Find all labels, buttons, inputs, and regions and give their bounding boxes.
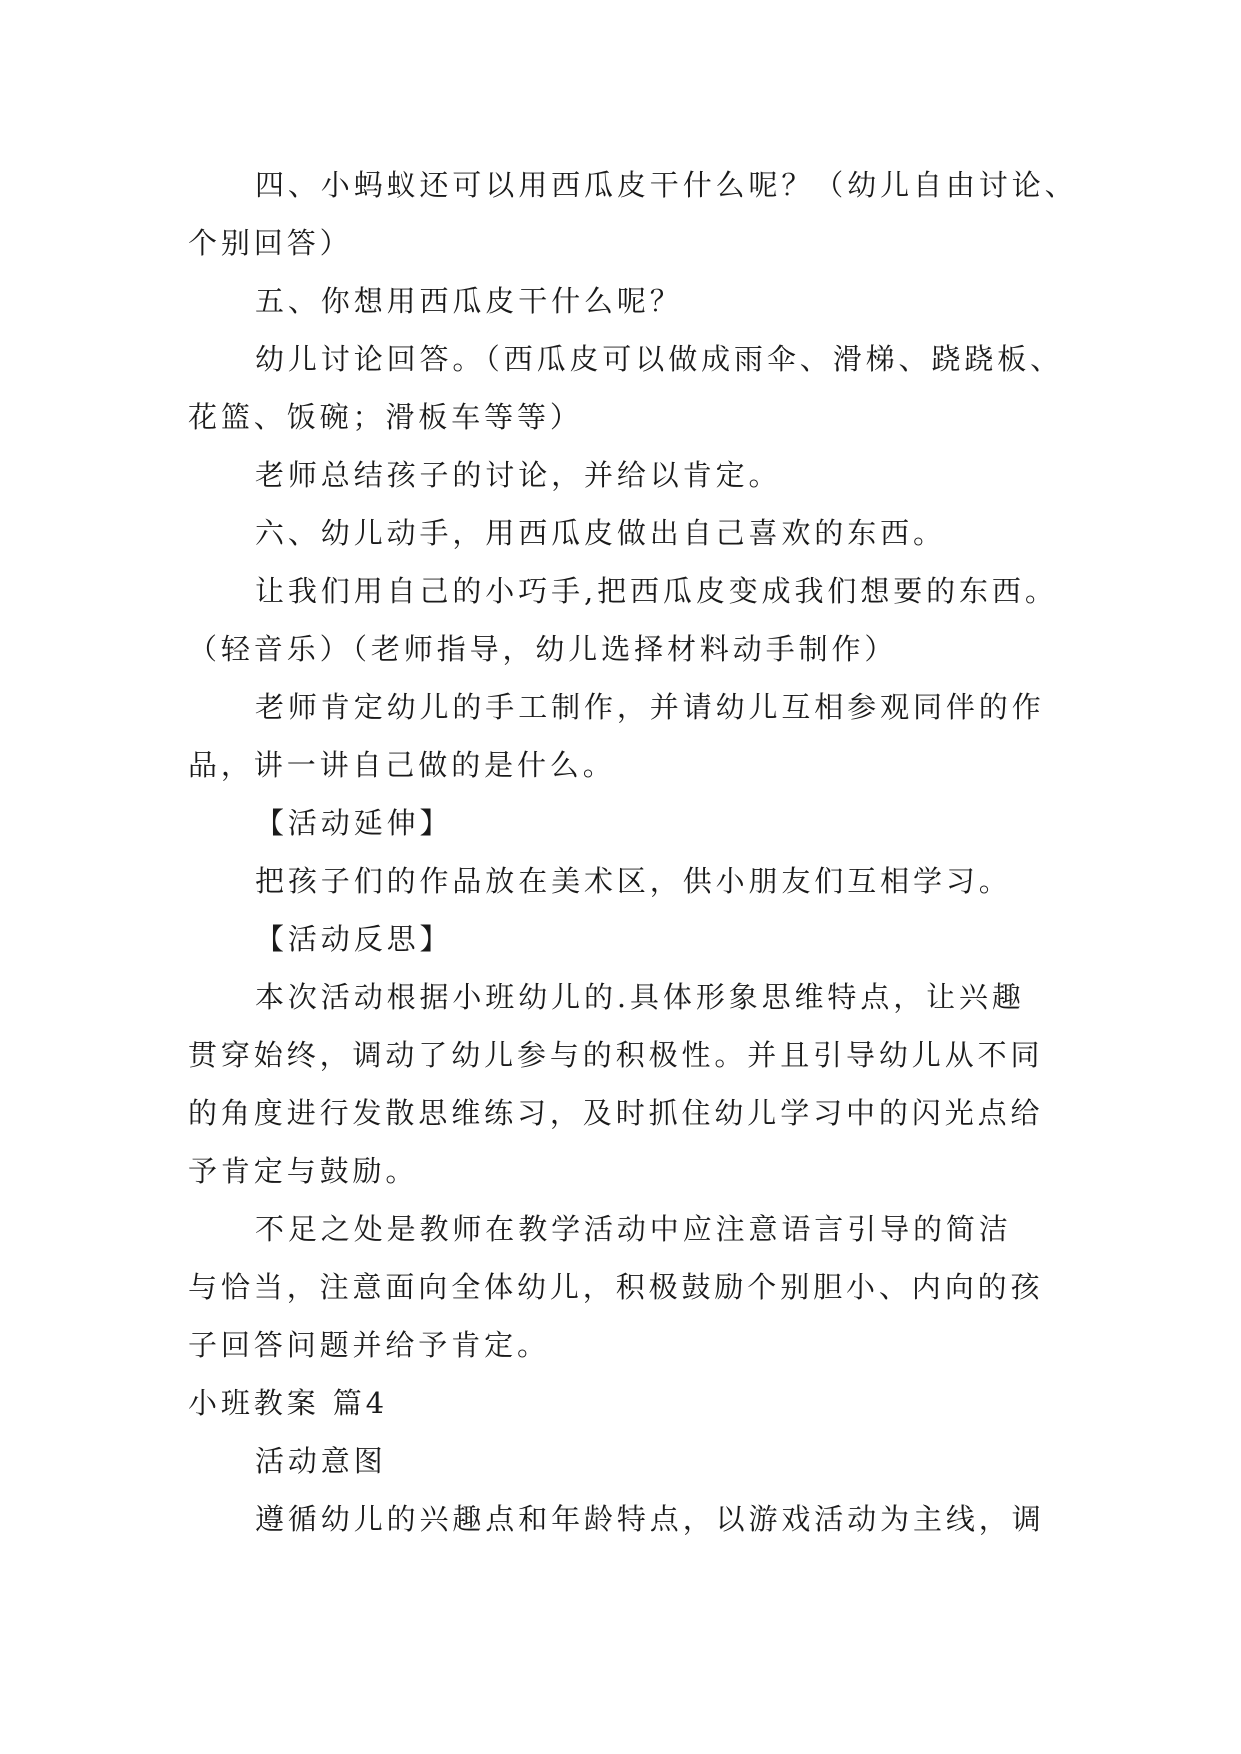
- text-line: 本次活动根据小班幼儿的.具体形象思维特点，让兴趣: [255, 980, 1025, 1014]
- text-line: 予肯定与鼓励。: [188, 1154, 419, 1188]
- text-line: 花篮、饭碗；滑板车等等）: [188, 400, 583, 434]
- article-heading: 小班教案 篇4: [188, 1386, 388, 1420]
- text-line: 五、你想用西瓜皮干什么呢？: [255, 284, 683, 318]
- text-line: 把孩子们的作品放在美术区，供小朋友们互相学习。: [255, 864, 1012, 898]
- text-line: 贯穿始终，调动了幼儿参与的积极性。并且引导幼儿从不同: [188, 1038, 1044, 1072]
- text-line: 个别回答）: [188, 226, 353, 260]
- section-heading: 【活动反思】: [255, 922, 453, 956]
- text-line: 不足之处是教师在教学活动中应注意语言引导的简洁: [255, 1212, 1012, 1246]
- text-line: 子回答问题并给予肯定。: [188, 1328, 550, 1362]
- text-line: （轻音乐）（老师指导，幼儿选择材料动手制作）: [188, 632, 898, 666]
- text-line: 老师总结孩子的讨论，并给以肯定。: [255, 458, 782, 492]
- section-heading: 【活动延伸】: [255, 806, 453, 840]
- text-line: 与恰当，注意面向全体幼儿，积极鼓励个别胆小、内向的孩: [188, 1270, 1044, 1304]
- text-line: 四、小蚂蚁还可以用西瓜皮干什么呢？（幼儿自由讨论、: [255, 168, 1078, 202]
- text-line: 六、幼儿动手，用西瓜皮做出自己喜欢的东西。: [255, 516, 946, 550]
- text-line: 让我们用自己的小巧手,把西瓜皮变成我们想要的东西。: [255, 574, 1058, 608]
- text-line: 的角度进行发散思维练习，及时抓住幼儿学习中的闪光点给: [188, 1096, 1044, 1130]
- text-line: 品，讲一讲自己做的是什么。: [188, 748, 616, 782]
- subsection-heading: 活动意图: [255, 1444, 387, 1478]
- text-line: 老师肯定幼儿的手工制作，并请幼儿互相参观同伴的作: [255, 690, 1045, 724]
- text-line: 幼儿讨论回答。（西瓜皮可以做成雨伞、滑梯、跷跷板、: [255, 342, 1064, 376]
- text-line: 遵循幼儿的兴趣点和年龄特点，以游戏活动为主线，调: [255, 1502, 1045, 1536]
